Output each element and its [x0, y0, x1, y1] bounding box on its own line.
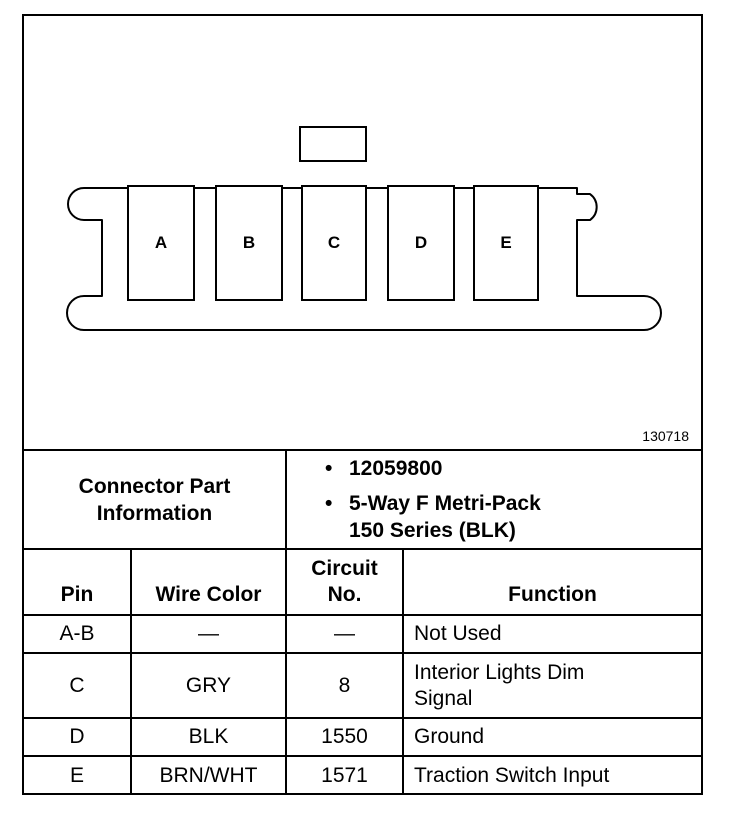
- table-row: [24, 718, 701, 756]
- circuit-cell: —: [286, 615, 403, 653]
- pin-cell: C: [24, 653, 131, 718]
- info-details-cell: [286, 450, 701, 549]
- table-row: [24, 615, 701, 653]
- function-line2: Signal: [414, 686, 473, 710]
- function-cell: Not Used: [403, 615, 701, 653]
- col-header-wire-color: Wire Color: [131, 549, 286, 615]
- pin-label-d: D: [414, 233, 428, 252]
- circuit-cell: 8: [286, 653, 403, 718]
- function-cell: Traction Switch Input: [403, 756, 701, 794]
- col-header-pin: Pin: [24, 549, 131, 615]
- table-row: [24, 756, 701, 794]
- function-cell: Ground: [403, 718, 701, 756]
- description-line2: 150 Series (BLK): [349, 519, 516, 542]
- header-row: [24, 549, 701, 615]
- description-item: [325, 490, 701, 544]
- bullet: •: [325, 492, 333, 515]
- function-line1: Interior Lights Dim: [414, 660, 585, 684]
- info-heading-line1: Connector Part: [78, 474, 231, 498]
- wire-color-cell: BLK: [131, 718, 286, 756]
- pin-cell: A-B: [24, 615, 131, 653]
- col-header-circuit: [286, 549, 403, 615]
- info-heading-line2: Information: [96, 501, 213, 525]
- pin-cell: D: [24, 718, 131, 756]
- wire-color-cell: —: [131, 615, 286, 653]
- info-heading-cell: [24, 450, 286, 549]
- connector-frame: [22, 14, 703, 795]
- circuit-cell: 1571: [286, 756, 403, 794]
- part-number-item: [325, 455, 701, 482]
- col-header-function: Function: [403, 549, 701, 615]
- circuit-cell: 1550: [286, 718, 403, 756]
- wire-color-cell: BRN/WHT: [131, 756, 286, 794]
- description-line1: 5-Way F Metri-Pack: [349, 492, 541, 515]
- col-header-circuit-line1: Circuit: [311, 557, 378, 580]
- pin-label-a: A: [154, 233, 168, 252]
- latch-tab: [300, 127, 366, 161]
- table-row: [24, 653, 701, 718]
- col-header-circuit-line2: No.: [327, 583, 362, 606]
- bullet: •: [325, 457, 333, 480]
- part-number: 12059800: [349, 457, 443, 480]
- pin-label-b: B: [242, 233, 256, 252]
- function-cell: [403, 653, 701, 718]
- wire-color-cell: GRY: [131, 653, 286, 718]
- figure-number: 130718: [642, 428, 689, 444]
- connector-table: [24, 449, 701, 794]
- pin-label-e: E: [500, 233, 512, 252]
- pin-cell: E: [24, 756, 131, 794]
- pin-label-c: C: [327, 233, 341, 252]
- connector-diagram: [24, 16, 701, 449]
- info-row: [24, 450, 701, 549]
